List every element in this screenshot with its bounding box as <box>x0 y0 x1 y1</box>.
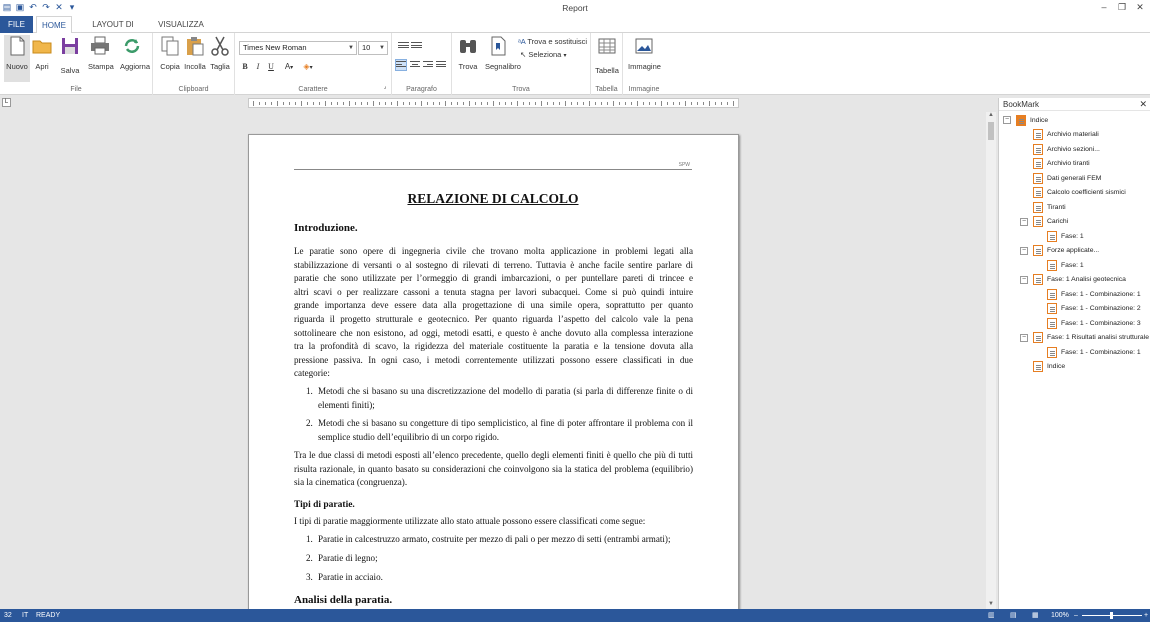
ruler-tick <box>589 101 590 106</box>
document-page[interactable] <box>248 134 739 609</box>
scroll-down-icon[interactable]: ▼ <box>988 601 994 607</box>
bookmark-item[interactable] <box>1020 201 1066 213</box>
align-left-icon <box>396 61 407 70</box>
ruler-tick <box>259 102 260 105</box>
list-text: Paratie di legno; <box>318 553 378 563</box>
bookmark-panel-title: BookMark <box>1003 100 1040 109</box>
ruler-tick <box>715 102 716 105</box>
print-layout-icon[interactable]: ▥ <box>988 612 995 619</box>
tab-file[interactable]: FILE <box>0 16 33 33</box>
ruler-tick <box>343 102 344 105</box>
ribbon <box>0 33 1150 95</box>
ruler-tick <box>703 102 704 105</box>
chevron-down-icon: ▼ <box>348 45 354 51</box>
list-item <box>306 385 693 412</box>
types-intro: I tipi di paratie maggiormente utilizzate allo stato attuale possono essere classificati come segue: <box>294 516 646 526</box>
print-button[interactable] <box>88 35 112 71</box>
paste-button[interactable] <box>183 35 207 71</box>
bookmark-page-icon <box>1047 303 1057 314</box>
bookmark-item-label: Fase: 1 - Combinazione: 1 <box>1061 290 1141 298</box>
align-center-button[interactable] <box>409 59 421 71</box>
bookmark-item-label: Calcolo coefficienti sismici <box>1047 189 1126 196</box>
list-item <box>306 417 693 444</box>
bookmark-item-label: Fase: 1 - Combinazione: 3 <box>1061 319 1141 327</box>
ruler-tick <box>643 102 644 105</box>
table-button[interactable] <box>595 35 619 75</box>
ruler-tick <box>733 101 734 106</box>
find-replace-label: Trova e sostituisci <box>527 37 588 46</box>
bookmark-item[interactable] <box>1020 216 1068 228</box>
ruler-tick <box>607 102 608 105</box>
bookmark-item[interactable] <box>1020 245 1099 257</box>
ruler-tick <box>445 101 446 106</box>
paint-bucket-icon: ◈ <box>303 62 310 71</box>
cut-button[interactable] <box>208 35 232 71</box>
font-dialog-launcher-icon[interactable]: ⌟ <box>383 84 387 90</box>
bookmark-page-icon <box>1033 274 1043 285</box>
copy-button[interactable] <box>158 35 182 71</box>
justify-button[interactable] <box>435 59 447 71</box>
bookmark-item-label: Fase: 1 <box>1061 261 1084 269</box>
intro-line: stabilizzazione di versanti o al sostegno di rilevati di terreno. Tuttavia è anche facile sentire parlare di <box>294 259 693 270</box>
ruler-tick <box>361 102 362 105</box>
bookmark-page-icon <box>1033 332 1043 343</box>
ruler-tick <box>559 102 560 105</box>
tab-home[interactable]: HOME <box>36 16 72 34</box>
ruler-tick <box>325 101 326 106</box>
image-button[interactable] <box>628 35 660 71</box>
ruler-tick <box>595 102 596 105</box>
ruler-tick <box>349 101 350 106</box>
ruler-tick <box>331 102 332 105</box>
restore-icon[interactable]: ❐ <box>1117 2 1127 12</box>
chevron-down-icon: ▾ <box>563 53 567 59</box>
ruler-tick <box>301 101 302 106</box>
status-text: READY <box>36 612 61 619</box>
ruler-tick <box>709 101 710 106</box>
ruler-tick <box>685 101 686 106</box>
ruler-tick <box>319 102 320 105</box>
zoom-in-icon[interactable]: + <box>1144 612 1149 619</box>
bookmark-item-label: Archivio materiali <box>1047 131 1099 138</box>
intro-line: altri scavi o per realizzare cassoni a tenuta stagna per lavori subacquei. Come si può quindi intuire <box>294 286 693 297</box>
copy-label: Copia <box>160 62 180 71</box>
zoom-out-icon[interactable]: – <box>1074 612 1078 619</box>
bookmark-item-label: Fase: 1 - Combinazione: 1 <box>1061 348 1141 356</box>
ruler-tick <box>697 102 698 105</box>
replace-icon: ᵃA <box>518 37 526 46</box>
find-group <box>452 33 591 95</box>
ruler-tick <box>427 102 428 105</box>
scroll-thumb[interactable] <box>988 122 994 140</box>
intro-heading: Introduzione. <box>294 222 358 234</box>
collapse-toggle-icon[interactable]: − <box>1004 116 1010 123</box>
ruler-tick <box>625 102 626 105</box>
bookmark-item-label: Indice <box>1047 363 1066 370</box>
save-label: Salva <box>60 66 80 75</box>
align-center-icon <box>410 61 421 70</box>
bookmark-page-icon <box>1033 129 1043 140</box>
ruler-tick <box>619 102 620 105</box>
cursor-icon: ↖ <box>520 50 527 59</box>
language: IT <box>22 612 29 619</box>
open-label: Apri <box>35 62 49 71</box>
ruler-tick <box>631 102 632 105</box>
list-text: Paratie in calcestruzzo armato, costruite per mezzo di pali o per mezzo di setti (entrambi armati); <box>318 534 671 544</box>
font-name-select[interactable] <box>239 41 357 55</box>
ruler-tick <box>547 102 548 105</box>
ruler-tick <box>511 102 512 105</box>
close-panel-icon[interactable]: ✕ <box>1139 99 1147 109</box>
ruler-tick <box>679 102 680 105</box>
ruler-tick <box>397 101 398 106</box>
redo-icon[interactable]: ↷ <box>42 2 50 12</box>
bookmark-page-icon <box>1047 231 1057 242</box>
close-doc-icon[interactable]: ✕ <box>55 2 63 12</box>
bookmark-page-icon <box>1033 158 1043 169</box>
list-text: Metodi che si basano su una discretizzazione del modello di paratia (si parla di differenze finite o di elementi finiti); <box>318 386 693 410</box>
ruler-tick <box>307 102 308 105</box>
bookmark-item[interactable] <box>1020 143 1100 155</box>
folder-icon <box>31 35 53 57</box>
font-name-value: Times New Roman <box>243 43 307 52</box>
horizontal-ruler[interactable] <box>248 98 739 108</box>
table-group-label: Tabella <box>595 86 618 93</box>
conclusion-paragraph: Tra le due classi di metodi esposti all’elenco precedente, quello degli elementi finiti è quello che più di tutti risulta razionale, in quanto basato su considerazioni che coinvolgono sia la statica del problema (equilibrio) sia la cinematica (congruenza). <box>294 450 693 488</box>
bookmark-item-label: Fase: 1 <box>1061 232 1084 240</box>
collapse-toggle-icon[interactable]: − <box>1021 246 1027 254</box>
window-title: Report <box>562 3 588 13</box>
bookmark-page-icon <box>1033 245 1043 256</box>
font-group <box>235 33 392 95</box>
outline-view-icon[interactable]: ▦ <box>1032 612 1039 619</box>
find-replace-button[interactable] <box>518 37 587 46</box>
ruler-tick <box>661 101 662 106</box>
ruler-tick <box>517 101 518 106</box>
tab-layout[interactable]: LAYOUT DI <box>92 20 134 29</box>
bookmark-item-label: Dati generali FEM <box>1047 174 1102 182</box>
ruler-tick <box>421 101 422 106</box>
bullet-list-icon[interactable] <box>398 42 409 51</box>
file-group-label: File <box>70 86 82 93</box>
bookmark-item[interactable] <box>1020 187 1126 199</box>
collapse-toggle-icon[interactable]: − <box>1021 217 1027 225</box>
new-document-icon <box>6 35 28 57</box>
ruler-tick <box>487 102 488 105</box>
print-label: Stampa <box>88 62 114 71</box>
intro-line: Le paratie sono opere di ingegneria civile che trovano molta applicazione in problemi legati alla <box>294 246 693 256</box>
bookmark-item[interactable] <box>1020 158 1090 170</box>
ruler-tick <box>505 102 506 105</box>
ruler-tick <box>583 102 584 105</box>
ribbon-tabs <box>0 16 1150 33</box>
page-header-text: SPW <box>678 162 690 168</box>
list-item <box>306 571 693 585</box>
cut-label: Taglia <box>210 62 230 71</box>
ruler-tick <box>667 102 668 105</box>
bookmark-item[interactable] <box>1020 332 1149 344</box>
align-right-button[interactable] <box>422 59 434 71</box>
ruler-tick <box>493 101 494 106</box>
copy-icon <box>159 35 181 57</box>
collapse-toggle-icon[interactable]: − <box>1021 333 1027 341</box>
bookmark-item-label: Forze applicate... <box>1047 247 1100 254</box>
bookmark-page-icon <box>1016 115 1026 126</box>
web-layout-icon[interactable]: ▤ <box>1010 612 1017 619</box>
ruler-tick <box>655 102 656 105</box>
italic-button[interactable]: I <box>256 62 260 71</box>
list-text: Paratie in acciaio. <box>318 572 383 582</box>
new-button[interactable] <box>4 35 30 82</box>
intro-line: grande importanza deve essere data alla progettazione di una simile opera, soprattutto per quanto <box>294 300 693 311</box>
ruler-tick <box>523 102 524 105</box>
ruler-tick <box>337 102 338 105</box>
app-icon: ▤ <box>2 2 12 12</box>
intro-paragraph <box>294 245 693 381</box>
font-color-button[interactable] <box>281 61 297 73</box>
list-number: 2. <box>306 553 313 563</box>
highlight-button[interactable] <box>299 61 317 73</box>
ruler-tick <box>553 102 554 105</box>
ruler-tick <box>433 102 434 105</box>
ruler-tick <box>469 101 470 106</box>
intro-line: sottolineare che non esistono, ad oggi, metodi esatti, e questo è anche dovuto alla complessa interazione <box>294 327 693 338</box>
types-heading: Tipi di paratie. <box>294 500 355 510</box>
clipboard-group-label: Clipboard <box>178 86 209 93</box>
bookmark-page-icon <box>1033 202 1043 213</box>
intro-line: categorie: <box>294 368 330 379</box>
image-group-label: Immagine <box>628 86 660 93</box>
bookmark-item-label: Carichi <box>1047 218 1069 225</box>
ruler-tick <box>601 102 602 105</box>
bookmark-item-label: Fase: 1 Risultati analisi strutturale <box>1047 334 1149 341</box>
binoculars-icon <box>457 35 479 57</box>
bookmark-panel <box>998 98 1150 609</box>
ruler-tick <box>385 102 386 105</box>
bookmark-page-icon <box>1033 187 1043 198</box>
ruler-tick <box>565 101 566 106</box>
list-text: Metodi che si basano su congetture di tipo semplicistico, al fine di poter affrontare il problema con il semplice studio dell’equilibrio di un corpo rigido. <box>318 418 693 442</box>
intro-line: riguarda il progetto strutturale e geotecnico. Per quanto riguarda l’aspetto del calcolo vale la pena <box>294 313 693 324</box>
printer-icon <box>89 35 111 57</box>
bookmark-item[interactable] <box>1020 172 1101 184</box>
select-label: Seleziona <box>528 50 562 59</box>
ruler-tick <box>637 101 638 106</box>
bookmark-item[interactable] <box>1034 230 1084 242</box>
document-editor[interactable] <box>0 112 986 609</box>
ruler-tick <box>295 102 296 105</box>
select-button[interactable] <box>520 50 566 59</box>
bookmark-item-label: Tiranti <box>1047 203 1066 211</box>
font-size-select[interactable] <box>358 41 388 55</box>
ruler-tick <box>499 102 500 105</box>
ruler-tick <box>265 102 266 105</box>
bookmark-item[interactable] <box>1020 129 1099 141</box>
ruler-tick <box>313 102 314 105</box>
ruler-tick <box>457 102 458 105</box>
line-number: 32 <box>4 612 12 619</box>
bookmark-item[interactable] <box>1034 259 1084 271</box>
refresh-label: Aggiorna <box>120 62 151 71</box>
ruler-tick <box>409 102 410 105</box>
status-bar <box>0 609 1150 622</box>
ruler-tick <box>673 102 674 105</box>
ruler-tick <box>277 101 278 106</box>
ruler-tick <box>355 102 356 105</box>
list-number: 3. <box>306 572 313 582</box>
intro-line: pressione passiva. In ogni caso, i metodi correntemente utilizzati possono essere classificati in due <box>294 354 693 365</box>
ruler-tick <box>289 102 290 105</box>
chevron-down-icon: ▾ <box>290 65 294 71</box>
bookmark-item[interactable] <box>1020 361 1065 373</box>
font-color-letter: A <box>284 62 291 71</box>
table-group <box>591 33 623 95</box>
list-item <box>306 533 693 547</box>
header-divider <box>294 169 692 170</box>
clipboard-icon <box>184 35 206 57</box>
save-button[interactable] <box>58 35 82 75</box>
clipboard-group <box>153 33 235 95</box>
table-icon <box>596 35 618 57</box>
close-icon[interactable]: ✕ <box>1136 2 1144 12</box>
zoom-slider-thumb[interactable] <box>1110 612 1113 619</box>
ruler-tick <box>649 102 650 105</box>
ruler-tick <box>379 102 380 105</box>
bookmark-item[interactable] <box>1034 303 1141 315</box>
document-title: RELAZIONE DI CALCOLO <box>407 191 579 206</box>
bookmark-item[interactable] <box>1003 114 1048 126</box>
minimize-icon[interactable]: – <box>1101 2 1107 12</box>
bookmark-item-label: Fase: 1 - Combinazione: 2 <box>1061 305 1141 312</box>
ruler-tick <box>535 102 536 105</box>
ruler-tick <box>283 102 284 105</box>
bookmark-page-icon <box>487 35 509 57</box>
tab-selector[interactable]: L <box>2 98 11 107</box>
ruler-tick <box>271 102 272 105</box>
bold-button[interactable]: B <box>242 62 248 71</box>
ruler-tick <box>451 102 452 105</box>
bookmark-page-icon <box>1047 347 1057 358</box>
ruler-tick <box>403 102 404 105</box>
zoom-level: 100% <box>1051 612 1069 619</box>
bookmark-item[interactable] <box>1034 288 1141 300</box>
image-label: Immagine <box>628 62 661 71</box>
ruler-tick <box>541 101 542 106</box>
bookmark-label: Segnalibro <box>485 62 521 71</box>
bookmark-item[interactable] <box>1034 346 1141 358</box>
image-icon <box>633 35 655 57</box>
align-left-button[interactable] <box>395 59 407 71</box>
refresh-icon <box>121 35 143 57</box>
ruler-tick <box>463 102 464 105</box>
numbered-list-icon[interactable] <box>411 42 422 51</box>
table-label: Tabella <box>595 66 619 75</box>
scroll-up-icon[interactable]: ▲ <box>988 112 994 118</box>
file-group <box>0 33 153 95</box>
refresh-button[interactable] <box>120 35 151 71</box>
ruler-tick <box>391 102 392 105</box>
quick-save-icon[interactable]: ▣ <box>15 2 25 12</box>
bookmark-page-icon <box>1033 144 1043 155</box>
customize-toolbar-icon[interactable]: ▾ <box>69 2 75 12</box>
ruler-tick <box>613 101 614 106</box>
scissors-icon <box>209 35 231 57</box>
collapse-toggle-icon[interactable]: − <box>1021 275 1027 283</box>
ruler-tick <box>577 102 578 105</box>
title-bar <box>0 0 1150 16</box>
find-button[interactable] <box>457 35 479 71</box>
ruler-tick <box>367 102 368 105</box>
ruler-tick <box>727 102 728 105</box>
undo-icon[interactable]: ↶ <box>29 2 37 12</box>
bookmark-item[interactable] <box>1020 274 1126 286</box>
image-group <box>623 33 665 95</box>
intro-line: paratie che sono utilizzate per l’ormeggio di grandi imbarcazioni, o per puntellare pareti di trincee e <box>294 273 693 284</box>
vertical-scrollbar[interactable] <box>986 112 996 609</box>
bookmark-page-icon <box>1033 173 1043 184</box>
bookmark-page-icon <box>1033 216 1043 227</box>
ruler-tick <box>529 102 530 105</box>
bookmark-item-label: Archivio tiranti <box>1047 160 1090 167</box>
floppy-icon <box>59 35 81 57</box>
bookmark-button[interactable] <box>485 35 521 71</box>
ruler-tick <box>415 102 416 105</box>
find-label: Trova <box>458 62 478 71</box>
list-number: 1. <box>306 534 313 544</box>
paragraph-group-label: Paragrafo <box>406 86 437 93</box>
intro-line: tra la profondità di scavo, la rigidezza del materiale costituente la paratia e la tensione dovuta alla <box>294 341 693 352</box>
bookmark-page-icon <box>1047 318 1057 329</box>
bookmark-item-label: Indice <box>1030 116 1049 124</box>
paragraph-group <box>392 33 452 95</box>
ruler-tick <box>691 102 692 105</box>
chevron-down-icon: ▼ <box>379 45 385 51</box>
analysis-heading: Analisi della paratia. <box>294 594 393 606</box>
ruler-tick <box>481 102 482 105</box>
ruler-tick <box>373 101 374 106</box>
bookmark-item[interactable] <box>1034 317 1141 329</box>
find-group-label: Trova <box>512 86 530 93</box>
list-number: 1. <box>306 386 313 396</box>
underline-button[interactable]: U <box>268 62 274 71</box>
bookmark-page-icon <box>1047 260 1057 271</box>
list-item <box>306 552 693 566</box>
ruler-tick <box>253 101 254 106</box>
new-label: Nuovo <box>6 62 28 71</box>
ruler-tick <box>475 102 476 105</box>
tab-view[interactable]: VISUALIZZA <box>158 20 204 29</box>
ruler-tick <box>571 102 572 105</box>
ruler-tick <box>721 102 722 105</box>
justify-icon <box>436 61 447 70</box>
bookmark-item-label: Archivio sezioni... <box>1047 145 1100 153</box>
bookmark-page-icon <box>1047 289 1057 300</box>
align-right-icon <box>423 61 434 70</box>
open-button[interactable] <box>30 35 54 71</box>
bookmark-page-icon <box>1033 361 1043 372</box>
font-group-label: Carattere <box>298 86 328 93</box>
bookmark-item-label: Fase: 1 Analisi geotecnica <box>1047 276 1126 283</box>
font-size-value: 10 <box>362 43 371 52</box>
list-number: 2. <box>306 418 313 428</box>
bookmark-panel-header <box>999 98 1150 111</box>
paste-label: Incolla <box>184 62 206 71</box>
ruler-tick <box>439 102 440 105</box>
chevron-down-icon: ▾ <box>309 65 313 71</box>
